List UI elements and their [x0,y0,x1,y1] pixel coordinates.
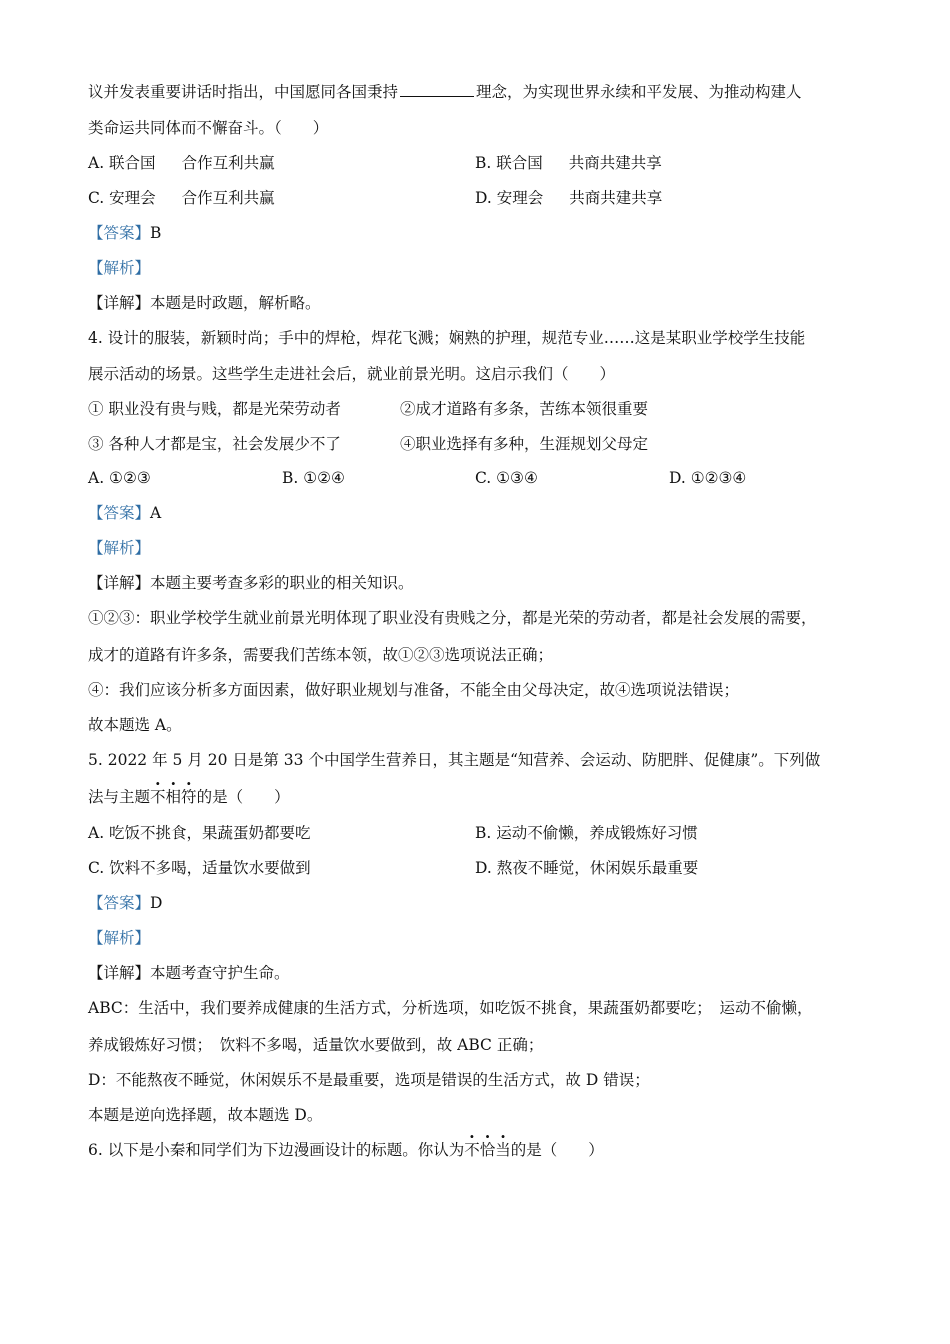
q4-statement-4: ④职业选择有多种，生涯规划父母定 [400,435,649,453]
q3-analysis-tag: 【解析】 [88,259,151,277]
q4-explanation-2: 成才的道路有许多条，需要我们苦练本领，故①②③选项说法正确； [88,646,554,664]
q4-stem-line2: 展示活动的场景。这些学生走进社会后，就业前景光明。这启示我们（ ） [88,365,616,383]
emphasis-char: 不 [464,1141,480,1159]
emphasis-char: 恰 [479,1141,496,1159]
q4-explanation-1: ①②③：职业学校学生就业前景光明体现了职业没有贵贱之分，都是光荣的劳动者，都是社会发展的需要， [88,609,817,627]
q3-detail: 【详解】本题是时政题，解析略。 [88,294,321,312]
q5-option-d: D. 熬夜不睡觉，休闲娱乐最重要 [475,859,699,877]
q3-stem-line1: 议并发表重要讲话时指出，中国愿同各国秉持 理念，为实现世界永续和平发展、为推动构建人 [88,83,802,101]
q4-stem-line1: 4. 设计的服装，新颖时尚；手中的焊枪，焊花飞溅；娴熟的护理，规范专业……这是某职业学校学生技能 [88,329,806,347]
fill-blank [400,82,474,97]
q4-option-d: D. ①②③④ [669,469,747,487]
emphasis-char: 不 [150,788,166,806]
q4-option-a: A. ①②③ [88,469,151,487]
q5-explanation-2: 养成锻炼好习惯； 饮料不多喝，适量饮水要做到，故 ABC 正确； [88,1036,544,1054]
q4-analysis-tag: 【解析】 [88,539,151,557]
q5-stem-line1: 5. 2022 年 5 月 20 日是第 33 个中国学生营养日，其主题是“知营养、会运动、防肥胖、促健康”。下列做 [88,751,821,769]
q3-option-b: B. 联合国 共商共建共享 [475,154,662,172]
q5-option-a: A. 吃饭不挑食，果蔬蛋奶都要吃 [88,824,311,842]
q3-stem-line2: 类命运共同体而不懈奋斗。（ ） [88,119,329,137]
q5-analysis-tag: 【解析】 [88,929,151,947]
q6-stem: 6. 以下是小秦和同学们为下边漫画设计的标题。你认为不恰当的是（ ） [88,1141,604,1159]
q4-explanation-4: 故本题选 A。 [88,716,182,734]
q4-detail: 【详解】本题主要考查多彩的职业的相关知识。 [88,574,414,592]
emphasis-char: 符 [181,788,197,806]
q4-option-c: C. ①③④ [475,469,538,487]
q4-statement-2: ②成才道路有多条，苦练本领很重要 [400,400,649,418]
q3-option-c: C. 安理会 合作互利共赢 [88,189,275,207]
q3-option-a: A. 联合国 合作互利共赢 [88,154,275,172]
q4-statement-3: ③ 各种人才都是宝，社会发展少不了 [88,435,341,453]
q4-option-b: B. ①②④ [282,469,345,487]
q5-explanation-4: 本题是逆向选择题，故本题选 D。 [88,1106,323,1124]
q5-explanation-3: D：不能熬夜不睡觉，休闲娱乐不是最重要，选项是错误的生活方式，故 D 错误； [88,1071,650,1089]
q5-answer: 【答案】D [88,894,163,912]
q5-option-c: C. 饮料不多喝，适量饮水要做到 [88,859,311,877]
emphasis-char: 相 [165,788,182,806]
q5-option-b: B. 运动不偷懒，养成锻炼好习惯 [475,824,698,842]
q3-answer: 【答案】B [88,224,162,242]
q4-explanation-3: ④：我们应该分析多方面因素，做好职业规划与准备，不能全由父母决定，故④选项说法错误； [88,681,740,699]
q5-stem-line2: 法与主题不相符的是（ ） [88,788,290,806]
emphasis-char: 当 [495,1141,511,1159]
q3-option-d: D. 安理会 共商共建共享 [475,189,663,207]
q5-detail: 【详解】本题考查守护生命。 [88,964,290,982]
q4-answer: 【答案】A [88,504,162,522]
q4-statement-1: ① 职业没有贵与贱，都是光荣劳动者 [88,400,341,418]
q5-explanation-1: ABC：生活中，我们要养成健康的生活方式，分析选项，如吃饭不挑食，果蔬蛋奶都要吃； 运动不偷懒， [88,999,813,1017]
